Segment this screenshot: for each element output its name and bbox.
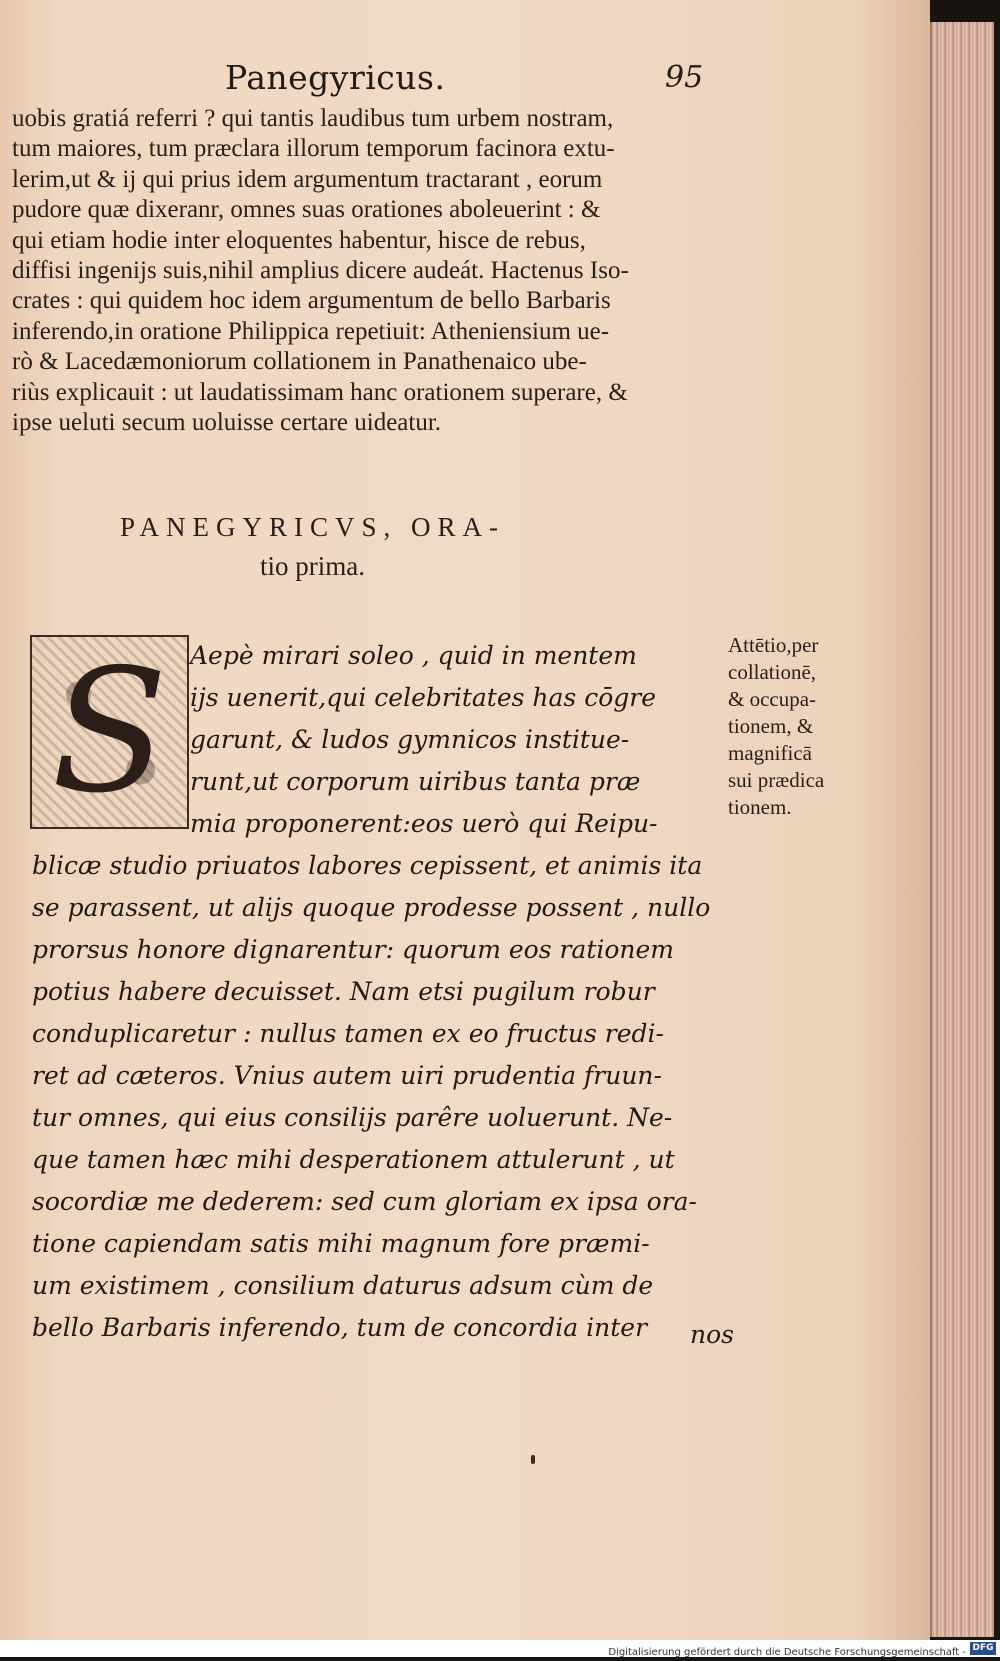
text-line: blicæ studio priuatos labores cepissent, et animis ita xyxy=(32,851,703,880)
section-heading-line-2: tio prima. xyxy=(260,551,365,581)
text-line: riùs explicauit : ut laudatissimam hanc orationem superare, & xyxy=(12,378,628,406)
text-line: pudore quæ dixeranr, omnes suas orationes aboleuerint : & xyxy=(12,196,601,224)
text-line: tum maiores, tum præclara illorum temporum facinora extu- xyxy=(12,135,615,163)
text-line: mia proponerent:eos uerò qui Reipu- xyxy=(190,809,658,838)
footer-credit: Digitalisierung gefördert durch die Deutsche Forschungsgemeinschaft - xyxy=(608,1647,966,1658)
text-line: ijs uenerit,qui celebritates has cōgre xyxy=(190,683,656,712)
text-line: lerim,ut & ij qui prius idem argumentum tractarant , eorum xyxy=(12,165,603,193)
intro-paragraph xyxy=(12,104,714,438)
text-line: socordiæ me dederem: sed cum gloriam ex ipsa ora- xyxy=(32,1187,697,1216)
text-line: runt,ut corporum uiribus tanta præ xyxy=(190,767,641,796)
text-line: crates : qui quidem hoc idem argumentum de bello Barbaris xyxy=(12,287,611,315)
dfg-logo-icon: DFG xyxy=(970,1642,996,1655)
initial-letter: S xyxy=(51,633,168,831)
text-line: se parassent, ut alijs quoque prodesse possent , nullo xyxy=(32,893,711,922)
margin-note-line: tionem. xyxy=(728,795,792,819)
text-line: Aepè mirari soleo , quid in mentem xyxy=(190,641,637,670)
oration-body xyxy=(0,640,740,1354)
text-line: bello Barbaris inferendo, tum de concordia inter xyxy=(32,1313,648,1342)
catchword: nos xyxy=(690,1320,734,1349)
text-line: uobis gratiá referri ? qui tantis laudibus tum urbem nostram, xyxy=(12,105,614,132)
text-line: inferendo,in oratione Philippica repetiuit: Atheniensium ue- xyxy=(12,317,610,345)
text-line: ret ad cæteros. Vnius autem uiri prudentia fruun- xyxy=(32,1061,662,1090)
text-line: tur omnes, qui eius consilijs parêre uoluerunt. Ne- xyxy=(32,1103,673,1132)
margin-note-line: tionem, & xyxy=(728,714,814,738)
margin-note-line: Attētio,per xyxy=(728,633,819,657)
page-number: 95 xyxy=(665,60,704,95)
text-line: potius habere decuisset. Nam etsi pugilum robur xyxy=(32,977,655,1006)
ink-speck xyxy=(531,1455,535,1464)
text-line: diffisi ingenijs suis,nihil amplius dicere audeát. Hactenus Iso- xyxy=(12,256,629,284)
margin-note-line: sui prædica xyxy=(728,768,825,792)
margin-note-line: & occupa- xyxy=(728,687,817,711)
digitization-footer xyxy=(0,1640,1000,1657)
margin-note-line: magnificā xyxy=(728,741,812,765)
text-line: tione capiendam satis mihi magnum fore præmi- xyxy=(32,1229,650,1258)
text-line: prorsus honore dignarentur: quorum eos rationem xyxy=(32,935,675,964)
section-heading xyxy=(120,512,720,582)
section-heading-line-1: PANEGYRICVS, ORA- xyxy=(120,512,506,542)
text-line: conduplicaretur : nullus tamen ex eo fructus redi- xyxy=(32,1019,664,1048)
running-head-title: Panegyricus. xyxy=(225,58,446,97)
text-line: qui etiam hodie inter eloquentes habentur, hisce de rebus, xyxy=(12,226,586,254)
page-edges xyxy=(930,22,994,1637)
text-line: que tamen hæc mihi desperationem attulerunt , ut xyxy=(32,1145,675,1174)
margin-note xyxy=(728,632,878,821)
text-line: garunt, & ludos gymnicos institue- xyxy=(190,725,630,754)
text-line: ipse ueluti secum uoluisse certare uideatur. xyxy=(12,408,442,436)
text-line: um existimem , consilium daturus adsum cùm de xyxy=(32,1271,654,1300)
text-line: rò & Lacedæmoniorum collationem in Panathenaico ube- xyxy=(12,348,587,376)
running-head xyxy=(0,58,930,108)
margin-note-line: collationē, xyxy=(728,660,817,684)
